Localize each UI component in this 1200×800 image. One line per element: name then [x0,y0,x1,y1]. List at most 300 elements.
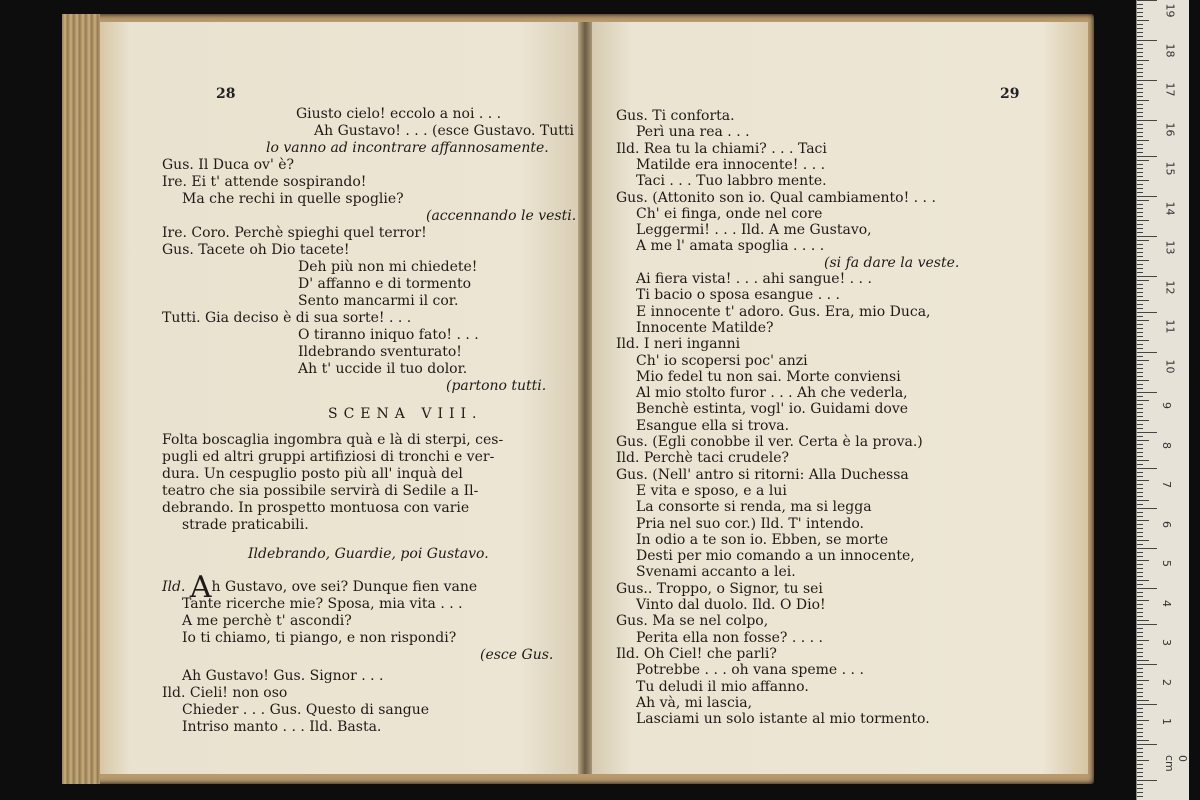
ruler-tick [1137,400,1149,401]
ruler-tick [1137,272,1143,273]
ruler-number: 17 [1163,82,1177,97]
ruler-tick [1137,448,1143,449]
ruler-tick [1137,368,1143,369]
verse-line: A me perchè t' ascondi? [182,613,352,629]
ruler-tick [1137,0,1157,1]
ruler-tick [1137,392,1157,393]
ruler-number: 2 [1160,678,1173,686]
ruler-tick [1137,504,1143,505]
verse-line: Innocente Matilde? [636,320,774,336]
ruler-tick [1137,692,1143,693]
ruler-tick [1137,724,1143,725]
verse-line: Giusto cielo! eccolo a noi . . . [296,106,502,122]
ruler-tick [1137,244,1143,245]
speaker-label: Ild. [162,579,190,595]
verse-line: La consorte si renda, ma si legga [636,499,872,515]
verse-line: Gus. Tacete oh Dio tacete! [162,242,350,258]
ruler-tick [1137,592,1143,593]
ruler-tick [1137,124,1143,125]
ruler-tick [1137,576,1143,577]
ruler-tick [1137,528,1143,529]
ruler-tick [1137,672,1143,673]
ruler-tick [1137,516,1143,517]
measurement-ruler [1136,0,1189,800]
ruler-tick [1137,756,1143,757]
ruler-tick [1137,140,1149,141]
ruler-tick [1137,540,1149,541]
ruler-number: 18 [1163,43,1177,57]
ruler-tick [1137,108,1143,109]
ruler-tick [1137,456,1143,457]
ruler-tick [1137,256,1143,257]
ruler-number: 11 [1163,319,1177,334]
ruler-tick [1137,372,1143,373]
ruler-tick [1137,740,1149,741]
ruler-tick [1137,356,1143,357]
verse-line: Gus. Ti conforta. [616,108,735,124]
ruler-tick [1137,736,1143,737]
ruler-number: 9 [1160,402,1173,409]
verse-line: Gus. (Egli conobbe il ver. Certa è la prova.) [616,434,923,450]
ruler-tick [1137,48,1143,49]
ruler-tick [1137,304,1143,305]
verse-line: Esangue ella si trova. [636,418,790,434]
ruler-tick [1137,496,1143,497]
ruler-tick [1137,608,1143,609]
ruler-number: 8 [1160,441,1173,449]
ruler-tick [1137,524,1143,525]
page-edges [62,14,100,784]
ruler-tick [1137,92,1143,93]
ruler-tick [1137,252,1143,253]
ruler-tick [1137,80,1157,81]
stage-direction-line: strade praticabili. [182,517,309,533]
ruler-tick [1137,24,1143,25]
ruler-tick [1137,156,1157,157]
ruler-tick [1137,752,1143,753]
ruler-tick [1137,604,1143,605]
verse-line: Gus. (Nell' antro si ritorni: Alla Duchessa [616,467,909,483]
verse-line: Matilde era innocente! . . . [636,157,826,173]
verse-line: Ah Gustavo! . . . (esce Gustavo. Tutti [314,123,574,139]
ruler-tick [1137,228,1143,229]
ruler-tick [1137,36,1143,37]
ruler-tick [1137,88,1143,89]
ruler-tick [1137,780,1157,781]
ruler-tick [1137,680,1149,681]
ruler-tick [1137,332,1143,333]
ruler-tick [1137,536,1143,537]
ruler-tick [1137,792,1143,793]
ruler-number: 7 [1160,481,1173,488]
ruler-tick [1137,312,1157,313]
ruler-tick [1137,544,1143,545]
ruler-tick [1137,116,1143,117]
ruler-tick [1137,732,1143,733]
verse-line: Tu deludi il mio affanno. [636,679,809,695]
ruler-tick [1137,376,1143,377]
stage-direction-line: debrando. In prospetto montuosa con varie [162,500,470,516]
verse-line: (partono tutti. [446,378,547,394]
verse-line: Ild. Perchè taci crudele? [616,450,790,466]
ruler-tick [1137,648,1143,649]
ruler-tick [1137,268,1143,269]
ruler-tick [1137,588,1157,589]
ruler-tick [1137,696,1143,697]
ruler-tick [1137,120,1157,121]
ruler-tick [1137,260,1149,261]
ruler-tick [1137,656,1143,657]
verse-line: Ildebrando sventurato! [298,344,462,360]
ruler-tick [1137,84,1143,85]
ruler-tick [1137,704,1157,705]
ruler-tick [1137,212,1143,213]
verse-line: E vita e sposo, e a lui [636,483,787,499]
ruler-tick [1137,264,1143,265]
ruler-tick [1137,424,1143,425]
ruler-tick [1137,716,1143,717]
verse-line: Gus. Il Duca ov' è? [162,157,295,173]
ruler-tick [1137,768,1143,769]
page-number-left: 28 [216,86,236,102]
right-page [592,22,1088,774]
ruler-tick [1137,20,1149,21]
ruler-tick [1137,552,1143,553]
ruler-tick [1137,728,1143,729]
verse-line: In odio a te son io. Ebben, se morte [636,532,889,548]
verse-line: Ild. I neri inganni [616,336,741,352]
ruler-tick [1137,360,1149,361]
ruler-tick [1137,464,1143,465]
ruler-tick [1137,100,1149,101]
ruler-tick [1137,636,1143,637]
verse-line: Ild. Cieli! non oso [162,685,288,701]
verse-line: Potrebbe . . . oh vana speme . . . [636,662,864,678]
ruler-tick [1137,520,1149,521]
ruler-tick [1137,216,1143,217]
ruler-tick [1137,480,1149,481]
ruler-tick [1137,788,1143,789]
verse-line: Mio fedel tu non sai. Morte conviensi [636,369,901,385]
ruler-tick [1137,720,1149,721]
ruler-number: 4 [1160,599,1173,607]
verse-line: Sento mancarmi il cor. [298,293,459,309]
verse-line: Al mio stolto furor . . . Ah che vederla, [636,385,908,401]
ruler-tick [1137,488,1143,489]
ruler-tick [1137,168,1143,169]
ruler-tick [1137,148,1143,149]
ruler-tick [1137,176,1143,177]
ruler-tick [1137,580,1149,581]
ruler-tick [1137,560,1149,561]
ruler-tick [1137,136,1143,137]
ruler-tick [1137,336,1143,337]
ruler-tick [1137,292,1143,293]
ruler-tick [1137,352,1157,353]
verse-line: Gus. Ma se nel colpo, [616,613,769,629]
ruler-tick [1137,316,1143,317]
verse-line: Ti bacio o sposa esangue . . . [636,287,841,303]
book-gutter [578,22,592,774]
verse-line: Benchè estinta, vogl' io. Guidami dove [636,401,909,417]
left-page [100,22,578,774]
ruler-tick [1137,280,1149,281]
ruler-tick [1137,500,1149,501]
ruler-tick [1137,132,1143,133]
ruler-tick [1137,288,1143,289]
ruler-number: 12 [1163,280,1177,294]
verse-line: Chieder . . . Gus. Questo di sangue [182,702,430,718]
ruler-tick [1137,420,1149,421]
verse-line: (si fa dare la veste. [824,255,960,271]
ruler-tick [1137,708,1143,709]
verse-line: A me l' amata spoglia . . . . [636,238,825,254]
verse-line: Ah và, mi lascia, [636,695,753,711]
ruler-tick [1137,68,1143,69]
ruler-number: 0 cm [1163,754,1189,772]
ruler-tick [1137,324,1143,325]
ruler-tick [1137,200,1149,201]
ruler-tick [1137,616,1143,617]
verse-line: D' affanno e di tormento [298,276,472,292]
ruler-number: 5 [1160,560,1173,567]
ruler-tick [1137,748,1143,749]
ruler-tick [1137,180,1149,181]
verse-line: Ch' io scopersi poc' anzi [636,353,808,369]
verse-line: Gus.. Troppo, o Signor, tu sei [616,581,823,597]
ruler-tick [1137,612,1143,613]
ruler-tick [1137,600,1149,601]
ruler-tick [1137,660,1149,661]
verse-line: Taci . . . Tuo labbro mente. [636,173,827,189]
ruler-tick [1137,128,1143,129]
ruler-tick [1137,348,1143,349]
ruler-tick [1137,784,1143,785]
verse-line: Ire. Ei t' attende sospirando! [162,174,367,190]
ruler-tick [1137,40,1157,41]
verse-line: Ild. Oh Ciel! che parli? [616,646,777,662]
ruler-tick [1137,364,1143,365]
verse-line: O tiranno iniquo fato! . . . [298,327,479,343]
verse-text: h Gustavo, ove sei? Dunque fien vane [211,579,478,595]
ruler-number: 6 [1160,520,1173,528]
ruler-tick [1137,484,1143,485]
ruler-tick [1137,160,1149,161]
verse-line: Lasciami un solo istante al mio tormento. [636,711,930,727]
ruler-tick [1137,472,1143,473]
ruler-tick [1137,688,1143,689]
ruler-tick [1137,248,1143,249]
ruler-tick [1137,772,1143,773]
ruler-tick [1137,208,1143,209]
ruler-tick [1137,548,1157,549]
ruler-tick [1137,436,1143,437]
stage-direction-line: teatro che sia possibile servirà di Sedile a Il- [162,483,479,499]
ruler-tick [1137,404,1143,405]
ruler-tick [1137,104,1143,105]
ruler-tick [1137,628,1143,629]
ruler-tick [1137,380,1149,381]
ruler-tick [1137,396,1143,397]
ruler-tick [1137,152,1143,153]
ruler-tick [1137,72,1143,73]
ruler-tick [1137,340,1149,341]
ruler-tick [1137,640,1149,641]
ruler-tick [1137,412,1143,413]
ruler-tick [1137,556,1143,557]
ruler-tick [1137,204,1143,205]
ruler-tick [1137,584,1143,585]
ruler-tick [1137,344,1143,345]
ruler-tick [1137,596,1143,597]
ruler-tick [1137,632,1143,633]
ruler-tick [1137,188,1143,189]
ruler-number: 14 [1163,201,1177,215]
ruler-tick [1137,276,1157,277]
verse-line: Ah Gustavo! Gus. Signor . . . [182,668,384,684]
ruler-tick [1137,284,1143,285]
ruler-tick [1137,52,1143,53]
verse-line: Ild. Rea tu la chiami? . . . Taci [616,141,827,157]
ruler-tick [1137,196,1157,197]
ruler-tick [1137,512,1143,513]
ruler-tick [1137,220,1149,221]
ruler-tick [1137,460,1149,461]
ruler-tick [1137,796,1143,797]
verse-line: (esce Gus. [480,647,554,663]
ruler-tick [1137,532,1143,533]
verse-line: Leggermi! . . . Ild. A me Gustavo, [636,222,872,238]
ruler-tick [1137,564,1143,565]
verse-line: Pria nel suo cor.) Ild. T' intendo. [636,516,865,532]
ruler-tick [1137,468,1157,469]
verse-line: Perita ella non fosse? . . . . [636,630,823,646]
ruler-tick [1137,384,1143,385]
ruler-tick [1137,432,1157,433]
ruler-number: 1 [1160,718,1173,725]
ruler-tick [1137,568,1143,569]
ruler-tick [1137,388,1143,389]
ruler-tick [1137,112,1143,113]
ruler-tick [1137,16,1143,17]
ruler-tick [1137,492,1143,493]
ruler-tick [1137,240,1149,241]
verse-line: Ma che rechi in quelle spoglie? [182,191,404,207]
ruler-tick [1137,76,1143,77]
ruler-number: 10 [1163,359,1177,373]
ruler-tick [1137,296,1143,297]
verse-line: Vinto dal duolo. Ild. O Dio! [636,597,826,613]
ruler-number: 15 [1163,161,1177,176]
scene-heading: SCENA VIII. [328,406,483,422]
verse-line: Ai fiera vista! . . . ahi sangue! . . . [636,271,872,287]
verse-line: Deh più non mi chiedete! [298,259,478,275]
ruler-tick [1137,684,1143,685]
ruler-tick [1137,96,1143,97]
ruler-tick [1137,644,1143,645]
verse-line: Ire. Coro. Perchè spieghi quel terror! [162,225,427,241]
ruler-tick [1137,184,1143,185]
verse-line: (accennando le vesti. [426,208,577,224]
verse-line: lo vanno ad incontrare affannosamente. [266,140,549,156]
ruler-tick [1137,44,1143,45]
ruler-tick [1137,232,1143,233]
verse-line: Ch' ei finga, onde nel core [636,206,823,222]
ruler-number: 19 [1163,3,1177,18]
ruler-tick [1137,300,1149,301]
page-number-right: 29 [1000,86,1020,102]
ruler-tick [1137,700,1149,701]
verse-line: Perì una rea . . . [636,124,750,140]
ruler-tick [1137,28,1143,29]
character-list: Ildebrando, Guardie, poi Gustavo. [248,546,489,562]
ruler-tick [1137,8,1143,9]
ruler-tick [1137,652,1143,653]
ruler-tick [1137,776,1143,777]
ruler-number: 13 [1163,240,1177,255]
ruler-tick [1137,328,1143,329]
ruler-tick [1137,664,1157,665]
ruler-tick [1137,444,1143,445]
ruler-tick [1137,164,1143,165]
ruler-tick [1137,428,1143,429]
verse-line: Ah t' uccide il tuo dolor. [298,361,468,377]
verse-line: Gus. (Attonito son io. Qual cambiamento! . . . [616,190,936,206]
ruler-tick [1137,320,1149,321]
stage-direction-line: pugli ed altri gruppi artifiziosi di tronchi e ver- [162,449,495,465]
stage-direction-line: Folta boscaglia ingombra quà e là di sterpi, ces- [162,432,504,448]
verse-line: E innocente t' adoro. Gus. Era, mio Duca, [636,304,931,320]
ruler-tick [1137,452,1143,453]
ruler-tick [1137,60,1149,61]
ruler-tick [1137,416,1143,417]
verse-line: Io ti chiamo, ti piango, e non rispondi? [182,630,457,646]
verse-line: Tutti. Gia deciso è di sua sorte! . . . [162,310,412,326]
ruler-tick [1137,764,1143,765]
ruler-tick [1137,4,1143,5]
ruler-tick [1137,224,1143,225]
ruler-tick [1137,408,1143,409]
verse-line: Tante ricerche mie? Sposa, mia vita . . . [182,596,463,612]
ruler-tick [1137,744,1157,745]
ruler-tick [1137,64,1143,65]
ruler-tick [1137,508,1157,509]
ruler-tick [1137,476,1143,477]
ruler-number: 3 [1160,639,1173,646]
ruler-tick [1137,620,1149,621]
ruler-tick [1137,144,1143,145]
ruler-number: 16 [1163,122,1177,136]
ruler-tick [1137,624,1157,625]
ruler-tick [1137,308,1143,309]
ruler-tick [1137,172,1143,173]
ruler-tick [1137,12,1143,13]
ruler-tick [1137,760,1149,761]
ruler-tick [1137,56,1143,57]
stage-direction-line: dura. Un cespuglio posto più all' inquà del [162,466,463,482]
ruler-tick [1137,236,1157,237]
ruler-tick [1137,572,1143,573]
ruler-tick [1137,668,1143,669]
open-book [62,14,1094,784]
ruler-tick [1137,712,1143,713]
ruler-tick [1137,192,1143,193]
verse-line: Svenami accanto a lei. [636,564,796,580]
drop-cap: A [189,570,212,605]
ruler-tick [1137,32,1143,33]
ruler-tick [1137,676,1143,677]
verse-line: Desti per mio comando a un innocente, [636,548,915,564]
